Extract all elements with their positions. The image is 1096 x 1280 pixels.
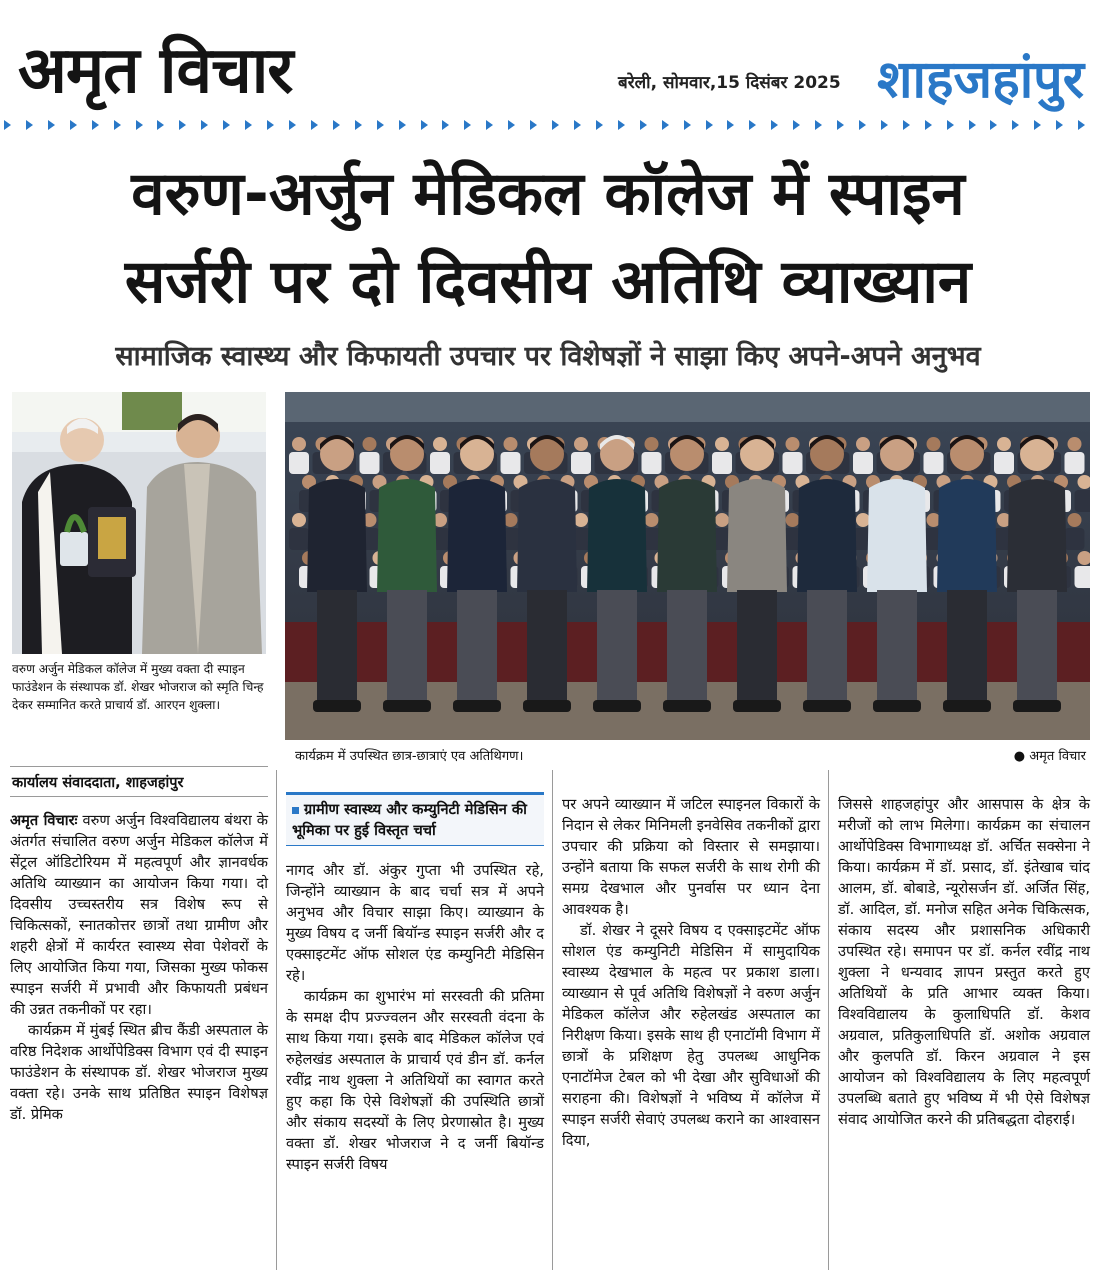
column-rule	[552, 770, 553, 1270]
audience-member	[1068, 437, 1082, 451]
arrow-divider-mark	[88, 118, 110, 132]
audience-member-body	[1065, 528, 1085, 550]
audience-member-body	[430, 452, 450, 474]
audience-member-body	[853, 452, 873, 474]
arrow-divider-mark	[899, 118, 921, 132]
arrow-divider-mark	[197, 118, 219, 132]
person-body	[307, 479, 367, 592]
arrow-divider-mark	[526, 118, 548, 132]
article-paragraph: कार्यक्रम का शुभारंभ मां सरस्वती की प्रतिमा के समक्ष दीप प्रज्ज्वलन और सरस्वती वंदना के साथ किया गया। इसके बाद मेडिकल कॉलेज एवं रुहेलखंड अस्पताल के प्राचार्य एवं डीन डॉ. कर्नल रवींद्र नाथ शुक्ला ने अतिथियों का स्वागत करते हुए कहा कि ऐसे विशेषज्ञों की उपस्थिति छात्रों और संकाय सदस्यों के लिए प्रेरणास्रोत है। मुख्य वक्ता डॉ. शेखर भोजराज ने द जर्नी बियॉन्ड स्पाइन सर्जरी विषय	[286, 988, 544, 1173]
person-legs	[947, 590, 987, 702]
photo-award-ceremony	[12, 392, 266, 654]
audience-member	[574, 437, 588, 451]
audience-member-body	[642, 452, 662, 474]
person-body	[657, 479, 717, 592]
arrow-divider-mark	[789, 118, 811, 132]
arrow-divider-mark	[241, 118, 263, 132]
audience-member	[927, 437, 941, 451]
audience-member-body	[289, 528, 309, 550]
article-paragraph: डॉ. शेखर ने दूसरे विषय द एक्साइटमेंट ऑफ सोशल एंड कम्युनिटी मेडिसिन में सामुदायिक स्वास्थ्य देखभाल के महत्व पर प्रकाश डाला। व्याख्यान से पूर्व अतिथि विशेषज्ञों ने वरुण अर्जुन मेडिकल कॉलेज और रुहेलखंड अस्पताल का निरीक्षण किया। इसके साथ ही एनाटॉमी विभाग में छात्रों के प्रशिक्षण हेतु उपलब्ध आधुनिक एनाटॉमेज टेबल को भी देखा और सुविधाओं की सराहना की। विशेषज्ञों ने भविष्य में कॉलेज में स्पाइन सर्जरी सेवाएं उपलब्ध कराने का आश्वासन दिया,	[562, 922, 820, 1149]
arrow-divider-mark	[1052, 118, 1074, 132]
person-shoes	[733, 700, 781, 712]
audience-member-body	[1075, 490, 1091, 512]
arrow-divider-mark	[110, 118, 132, 132]
arrow-divider-mark	[504, 118, 526, 132]
audience-member-body	[571, 452, 591, 474]
person-legs	[737, 590, 777, 702]
arrow-divider-mark	[636, 118, 658, 132]
audience-member	[645, 513, 659, 527]
article-paragraph	[10, 810, 268, 1020]
arrow-divider-mark	[44, 118, 66, 132]
audience-member-body	[501, 452, 521, 474]
article-paragraph: नागद और डॉ. अंकुर गुप्ता भी उपस्थित रहे, जिन्होंने व्याख्यान के बाद चर्चा सत्र में अपने अनुभव और विचार साझा किए। व्याख्यान के मुख्य विषय द जर्नी बियॉन्ड स्पाइन सर्जरी और द एक्साइटमेंट ऑफ सोशल एंड कम्युनिटी मेडिसिन रहे।	[286, 862, 544, 984]
audience-member-body	[994, 452, 1014, 474]
photo-source-credit: ● अमृत विचार	[1013, 749, 1086, 764]
person-shoes	[453, 700, 501, 712]
arrow-divider-mark	[592, 118, 614, 132]
photo-group-auditorium	[285, 392, 1090, 740]
person-shoes	[313, 700, 361, 712]
arrow-divider-mark	[0, 118, 22, 132]
arrow-divider-mark	[373, 118, 395, 132]
audience-member	[433, 437, 447, 451]
arrow-divider-mark	[986, 118, 1008, 132]
person-shoes	[803, 700, 851, 712]
arrow-divider-mark	[66, 118, 88, 132]
audience-member-body	[924, 452, 944, 474]
newspaper-brand-logo: अमृत विचार	[18, 34, 293, 108]
article-column-3	[562, 794, 820, 1151]
person-body	[447, 479, 507, 592]
audience-member-body	[783, 452, 803, 474]
arrow-divider-mark	[965, 118, 987, 132]
person-body	[377, 479, 437, 592]
arrow-divider-mark	[1008, 118, 1030, 132]
paragraph-text: वरुण अर्जुन विश्वविद्यालय बंथरा के अंतर्गत संचालित वरुण अर्जुन मेडिकल कॉलेज में सेंट्रल ऑडिटोरियम में महत्वपूर्ण और ज्ञानवर्धक अतिथि व्याख्यान का आयोजन किया गया। दो दिवसीय उच्चस्तरीय सत्र विशेष रूप से चिकित्सकों, स्नातकोत्तर छात्रों तथा ग्रामीण और शहरी क्षेत्रों में कार्यरत स्वास्थ्य सेवा पेशेवरों के लिए आयोजित किया गया, जिसका मुख्य फोकस स्पाइन सर्जरी में प्रभावी और किफायती प्रबंधन की उन्नत तकनीकों पर रहा।	[10, 812, 269, 1018]
person-legs	[527, 590, 567, 702]
arrow-divider-mark	[833, 118, 855, 132]
person-legs	[317, 590, 357, 702]
headline-line-1: वरुण-अर्जुन मेडिकल कॉलेज में स्पाइन	[131, 159, 965, 229]
audience-member-body	[712, 452, 732, 474]
main-photo-caption: कार्यक्रम में उपस्थित छात्र-छात्राएं एव अतिथिगण।	[295, 749, 524, 764]
audience-member	[645, 437, 659, 451]
audience-member	[1068, 513, 1082, 527]
audience-member-body	[1065, 452, 1085, 474]
person-body	[797, 479, 857, 592]
article-paragraph: पर अपने व्याख्यान में जटिल स्पाइनल विकारों के निदान से लेकर मिनिमली इनवेसिव तकनीकों द्वारा उपचार की प्रक्रिया को विस्तार से समझाया। उन्होंने बताया कि सफल सर्जरी के साथ रोगी की समग्र देखभाल और पुनर्वास पर ध्यान देना आवश्यक है।	[562, 796, 820, 918]
arrow-divider-mark	[285, 118, 307, 132]
arrow-divider-mark	[395, 118, 417, 132]
arrow-divider-mark	[460, 118, 482, 132]
person-shoes	[383, 700, 431, 712]
audience-member	[715, 437, 729, 451]
audience-member	[786, 437, 800, 451]
audience-member-body	[360, 452, 380, 474]
arrow-divider	[0, 118, 1096, 132]
arrow-divider-mark	[745, 118, 767, 132]
audience-member	[504, 437, 518, 451]
person-shoes	[593, 700, 641, 712]
article-column-2	[286, 860, 544, 1175]
person-shoes	[1013, 700, 1061, 712]
edition-city: शाहजहांपुर	[877, 50, 1084, 110]
subheadline: सामाजिक स्वास्थ्य और किफायती उपचार पर विशेषज्ञों ने साझा किए अपने-अपने अनुभव	[115, 341, 981, 372]
person-legs	[597, 590, 637, 702]
arrow-divider-mark	[329, 118, 351, 132]
person-legs	[387, 590, 427, 702]
audience-member	[715, 513, 729, 527]
arrow-divider-mark	[351, 118, 373, 132]
arrow-divider-mark	[153, 118, 175, 132]
arrow-divider-mark	[548, 118, 570, 132]
arrow-divider-mark	[307, 118, 329, 132]
person-body	[727, 479, 787, 592]
arrow-divider-mark	[263, 118, 285, 132]
person-shoes	[523, 700, 571, 712]
arrow-divider-mark	[175, 118, 197, 132]
person-body	[937, 479, 997, 592]
arrow-divider-mark	[1074, 118, 1096, 132]
dateline: बरेली, सोमवार,15 दिसंबर 2025	[618, 73, 841, 93]
audience-member	[856, 513, 870, 527]
person-legs	[457, 590, 497, 702]
audience-member	[574, 513, 588, 527]
lead-in: अमृत विचारः	[10, 812, 78, 829]
arrow-divider-mark	[658, 118, 680, 132]
person-legs	[667, 590, 707, 702]
audience-member	[292, 513, 306, 527]
audience-member-body	[1075, 566, 1091, 588]
person-body	[867, 479, 927, 592]
section-subheading: ग्रामीण स्वास्थ्य और कम्युनिटी मेडिसिन की भूमिका पर हुई विस्तृत चर्चा	[286, 792, 544, 846]
arrow-divider-mark	[877, 118, 899, 132]
arrow-divider-mark	[219, 118, 241, 132]
person-body	[1007, 479, 1067, 592]
column-rule	[828, 770, 829, 1270]
person-legs	[807, 590, 847, 702]
person-body	[587, 479, 647, 592]
left-photo-caption: वरुण अर्जुन मेडिकल कॉलेज में मुख्य वक्ता दी स्पाइन फाउंडेशन के संस्थापक डॉ. शेखर भोजराज को स्मृति चिन्ह देकर सम्मानित करते प्राचार्य डॉ. आरएन शुक्ला।	[12, 662, 264, 712]
person-body	[517, 479, 577, 592]
arrow-divider-mark	[855, 118, 877, 132]
audience-member	[856, 437, 870, 451]
rule-byline-bottom	[10, 796, 268, 797]
arrow-divider-mark	[438, 118, 460, 132]
arrow-divider-mark	[921, 118, 943, 132]
masthead	[0, 0, 1096, 132]
person-legs	[877, 590, 917, 702]
arrow-divider-mark	[570, 118, 592, 132]
rule-byline	[10, 766, 268, 767]
article-paragraph: जिससे शाहजहांपुर और आसपास के क्षेत्र के मरीजों को लाभ मिलेगा। कार्यक्रम का संचालन आर्थोपेडिक्स विभागाध्यक्ष डॉ. अर्चित सक्सेना ने किया। कार्यक्रम में डॉ. प्रसाद, डॉ. इंतेखाब चांद आलम, डॉ. बोबाडे, न्यूरोसर्जन डॉ. अर्जित सिंह, डॉ. आदिल, डॉ. मनोज सहित अनेक चिकित्सक, संकाय सदस्य और प्रशासनिक अधिकारी उपस्थित रहे। समापन पर डॉ. कर्नल रवींद्र नाथ शुक्ला ने धन्यवाद ज्ञापन प्रस्तुत करते हुए अतिथियों के प्रति आभार व्यक्त किया। विश्वविद्यालय के कुलाधिपति डॉ. केशव अग्रवाल, प्रतिकुलाधिपति डॉ. अशोक अग्रवाल और कुलपति डॉ. किरन अग्रवाल ने इस आयोजन को विश्वविद्यालय के लिए महत्वपूर्ण उपलब्धि बताते हुए भविष्य में भी ऐसे विशेषज्ञ संवाद आयोजित करने की प्रतिबद्धता दोहराई।	[838, 796, 1090, 1128]
arrow-divider-mark	[811, 118, 833, 132]
arrow-divider-mark	[1030, 118, 1052, 132]
audience-member-body	[289, 452, 309, 474]
arrow-divider-mark	[943, 118, 965, 132]
arrow-divider-mark	[680, 118, 702, 132]
headline-line-2: सर्जरी पर दो दिवसीय अतिथि व्याख्यान	[124, 247, 972, 317]
arrow-divider-mark	[723, 118, 745, 132]
audience-member	[786, 513, 800, 527]
arrow-divider-mark	[132, 118, 154, 132]
person-legs	[1017, 590, 1057, 702]
arrow-divider-mark	[417, 118, 439, 132]
arrow-divider-mark	[702, 118, 724, 132]
audience-member	[997, 437, 1011, 451]
article-column-1	[10, 810, 268, 1125]
arrow-divider-mark	[22, 118, 44, 132]
person-shoes	[873, 700, 921, 712]
arrow-divider-mark	[482, 118, 504, 132]
audience-member	[292, 437, 306, 451]
arrow-divider-mark	[614, 118, 636, 132]
byline: कार्यालय संवाददाता, शाहजहांपुर	[12, 775, 184, 791]
person-shoes	[663, 700, 711, 712]
column-rule	[276, 770, 277, 1270]
audience-member	[363, 437, 377, 451]
arrow-divider-mark	[767, 118, 789, 132]
article-column-4	[838, 794, 1090, 1130]
article-paragraph: कार्यक्रम में मुंबई स्थित ब्रीच कैंडी अस्पताल के वरिष्ठ निदेशक आर्थोपेडिक्स विभाग एवं दी स्पाइन फाउंडेशन के संस्थापक डॉ. शेखर भोजराज मुख्य वक्ता रहे। उनके साथ प्रतिष्ठित स्पाइन विशेषज्ञ डॉ. प्रेमिक	[10, 1022, 268, 1123]
person-shoes	[943, 700, 991, 712]
